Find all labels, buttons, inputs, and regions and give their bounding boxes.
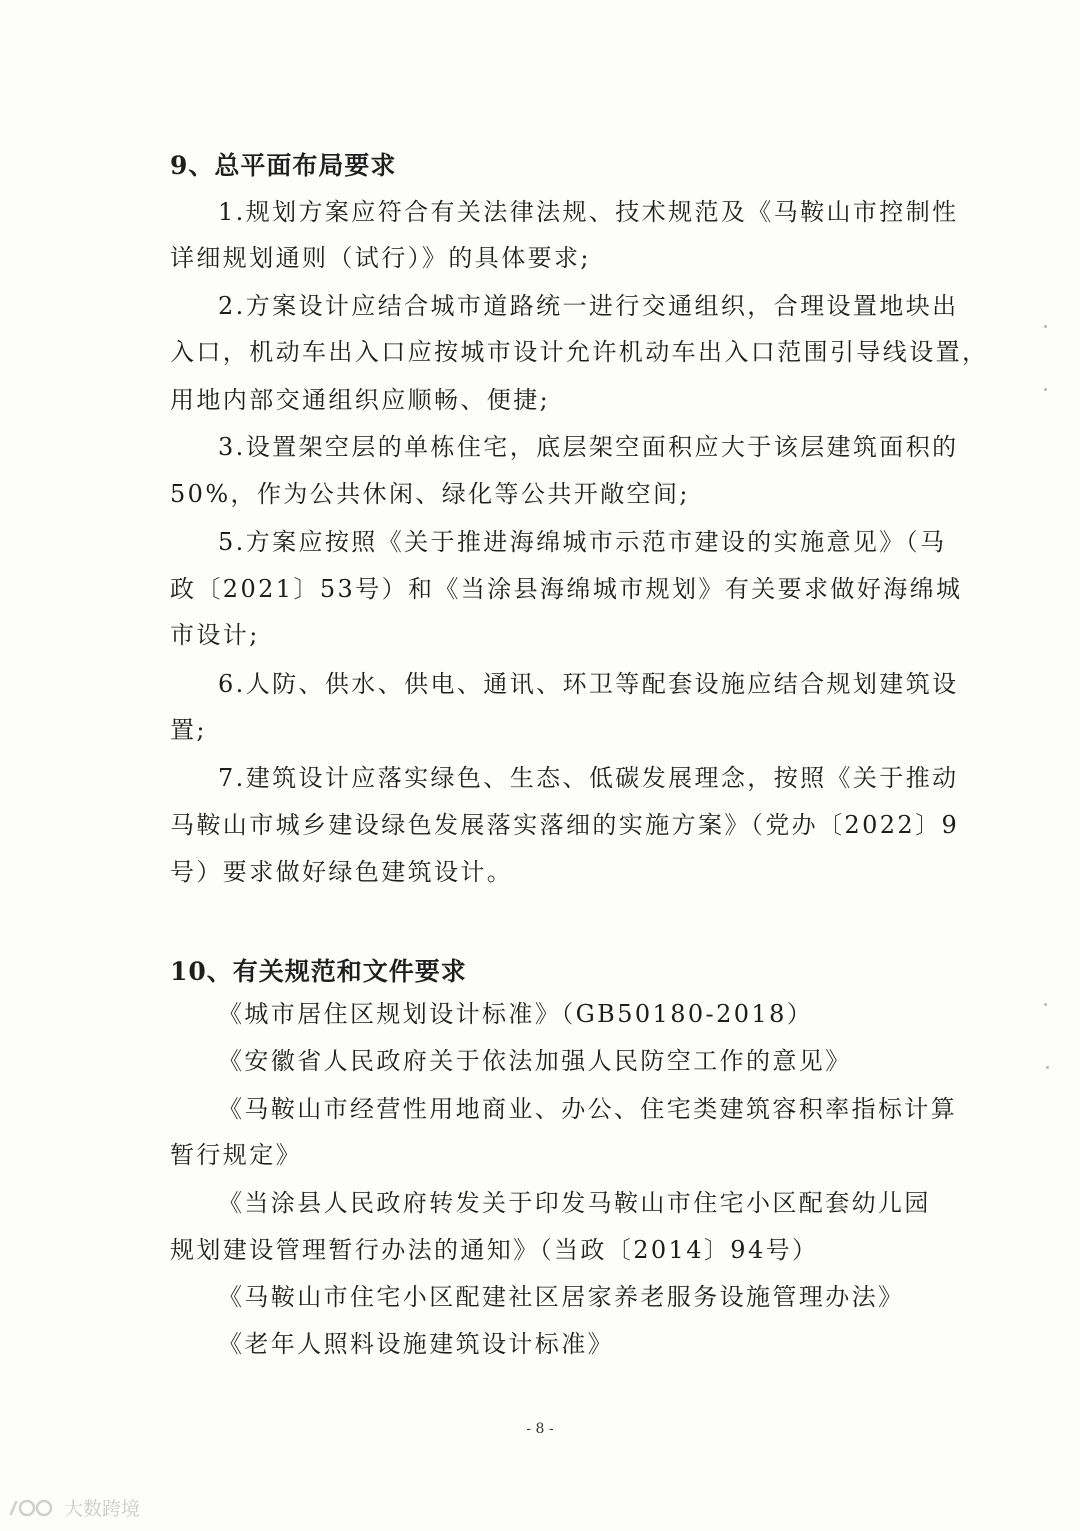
section-9-line: 马鞍山市城乡建设绿色发展落实落细的实施方案》（党办〔2022〕9	[170, 811, 960, 839]
section-10-line: 规划建设管理暂行办法的通知》（当政〔2014〕94号）	[170, 1236, 819, 1264]
section-9-heading: 9、总平面布局要求	[170, 151, 397, 180]
section-9-line: 2.方案设计应结合城市道路统一进行交通组织，合理设置地块出	[218, 292, 959, 320]
section-10-line: 暂行规定》	[170, 1141, 302, 1169]
section-10-line: 《马鞍山市住宅小区配建社区居家养老服务设施管理办法》	[218, 1283, 905, 1311]
scan-speck	[1044, 1003, 1047, 1006]
section-9-line: 用地内部交通组织应顺畅、便捷;	[170, 386, 551, 414]
section-9-line: 置;	[170, 716, 207, 744]
section-9-line: 1.规划方案应符合有关法律法规、技术规范及《马鞍山市控制性	[218, 198, 959, 226]
section-9-line: 50%，作为公共休闲、绿化等公共开敞空间;	[170, 480, 690, 508]
watermark	[8, 1494, 140, 1521]
section-9-line: 入口，机动车出入口应按城市设计允许机动车出入口范围引导线设置，	[170, 338, 989, 366]
page-number: - 8 -	[526, 1421, 554, 1437]
section-9-line: 3.设置架空层的单栋住宅，底层架空面积应大于该层建筑面积的	[218, 433, 959, 461]
section-9-line: 市设计;	[170, 621, 260, 649]
section-9-line: 政〔2021〕53号）和《当涂县海绵城市规划》有关要求做好海绵城	[170, 575, 963, 603]
scan-speck	[1044, 325, 1047, 328]
section-10-line: 《当涂县人民政府转发关于印发马鞍山市住宅小区配套幼儿园	[218, 1189, 931, 1217]
section-10-line: 《安徽省人民政府关于依法加强人民防空工作的意见》	[218, 1047, 852, 1075]
scan-speck	[1044, 388, 1047, 391]
section-10-line: 《城市居住区规划设计标准》（GB50180-2018）	[218, 1000, 814, 1028]
watermark-logo-icon	[8, 1497, 58, 1519]
section-10-line: 《马鞍山市经营性用地商业、办公、住宅类建筑容积率指标计算	[218, 1095, 958, 1123]
section-9-line: 7.建筑设计应落实绿色、生态、低碳发展理念，按照《关于推动	[218, 764, 959, 792]
section-9-line: 号）要求做好绿色建筑设计。	[170, 858, 514, 886]
section-9-line: 5.方案应按照《关于推进海绵城市示范市建设的实施意见》（马	[218, 528, 947, 556]
scan-speck	[1046, 1066, 1049, 1069]
watermark-text: 大数跨境	[64, 1498, 141, 1520]
section-9-line: 6.人防、供水、供电、通讯、环卫等配套设施应结合规划建筑设	[218, 670, 959, 698]
section-10-line: 《老年人照料设施建筑设计标准》	[218, 1330, 614, 1358]
section-9-line: 详细规划通则（试行）》的具体要求;	[170, 244, 591, 272]
section-10-heading: 10、有关规范和文件要求	[170, 957, 467, 986]
